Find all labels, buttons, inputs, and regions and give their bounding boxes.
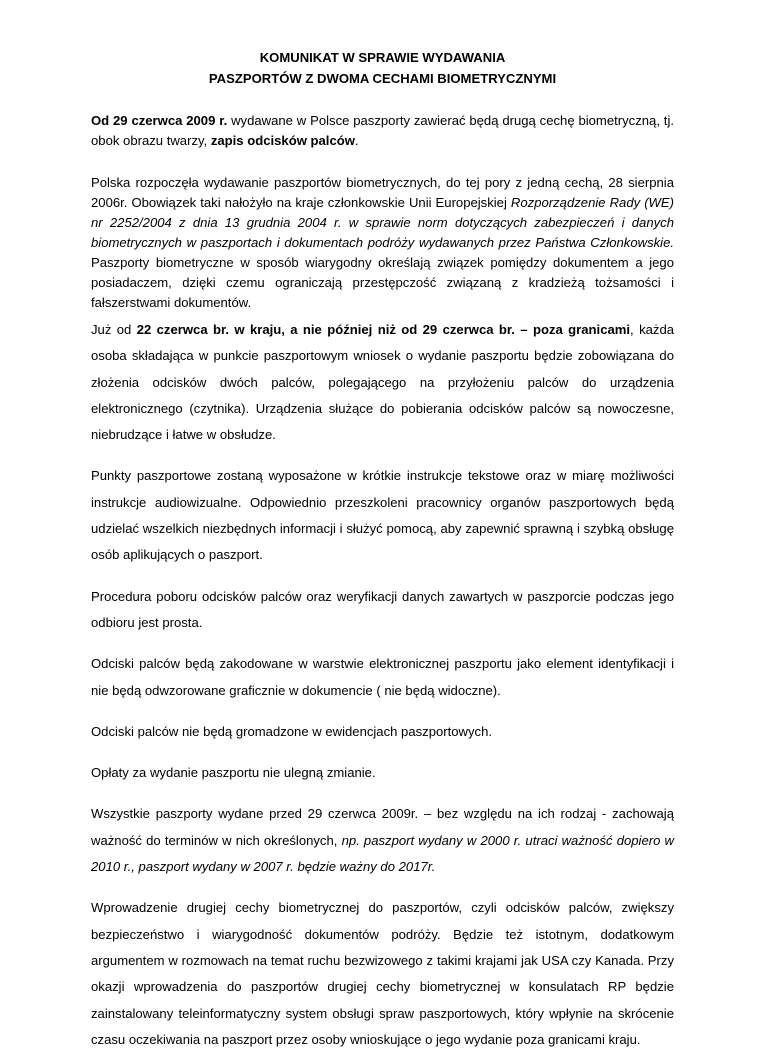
p3-text-2: , każda osoba składająca w punkcie paszportowym wniosek o wydanie paszportu będzie zobowiązana do złożenia odcisków dwóch palców, polegającego na przyłożeniu palców do urządzenia elektronicznego (czytnika). Urządzenia służące do pobierania odcisków palców są nowoczesne, niebrudzące i łatwe w obsłudze.: [91, 322, 675, 443]
p2-text-2: Paszporty biometryczne w sposób wiarygodny określają związek pomiędzy dokumentem a jego posiadaczem, dzięki czemu ograniczają przestępczość związaną z kradzieżą tożsamości i fałszerstwami dokumentów.: [91, 255, 674, 310]
title-line-2: PASZPORTÓW Z DWOMA CECHAMI BIOMETRYCZNYMI: [208, 71, 557, 86]
paragraph-9: [91, 801, 674, 880]
document-title: [91, 47, 674, 89]
p1-fingerprints: zapis odcisków palców: [210, 133, 355, 148]
paragraph-8: Opłaty za wydanie paszportu nie ulegną zmianie.: [91, 765, 376, 781]
p1-text: wydawane w Polsce paszporty zawierać będą drugą cechę biometryczną, tj. obok obrazu twarzy,: [91, 113, 674, 148]
paragraph-6: Odciski palców będą zakodowane w warstwie elektronicznej paszportu jako element identyfikacji i nie będą odwzorowane graficznie w dokumencie ( nie będą widoczne).: [91, 656, 674, 698]
p9-text: Wszystkie paszporty wydane przed 29 czerwca 2009r. – bez względu na ich rodzaj - zachowają ważność do terminów w nich określonych,: [91, 806, 674, 848]
paragraph-4: Punkty paszportowe zostaną wyposażone w krótkie instrukcje tekstowe oraz w miarę możliwości instrukcje audiowizualne. Odpowiednio przeszkoleni pracownicy organów paszportowych będą udzielać wszelkich niezbędnych informacji i służyć pomocą, aby zapewnić sprawną i szybką obsługę osób aplikujących o paszport.: [91, 468, 674, 563]
title-line-1: KOMUNIKAT W SPRAWIE WYDAWANIA: [259, 50, 506, 65]
p3-dates: 22 czerwca br. w kraju, a nie później niż od 29 czerwca br. – poza granicami: [136, 322, 631, 337]
p9-example: np. paszport wydany w 2000 r. utraci ważność dopiero w 2010 r., paszport wydany w 2007 r. będzie ważny do 2017r.: [91, 832, 674, 875]
p1-date: Od 29 czerwca 2009 r.: [91, 113, 228, 128]
paragraph-10: Wprowadzenie drugiej cechy biometrycznej do paszportów, czyli odcisków palców, zwiększy bezpieczeństwo i wiarygodność dokumentów podróży. Będzie też istotnym, dodatkowym argumentem w rozmowach na temat ruchu bezwizowego z takimi krajami jak USA czy Kanada. Przy okazji wprowadzenia do paszportów drugiej cechy biometrycznej w konsulatach RP będzie zainstalowany teleinformatyczny system obsługi spraw paszportowych, który wpłynie na skrócenie czasu oczekiwania na paszport przez osoby wnioskujące o jego wydanie poza granicami kraju.: [91, 900, 674, 1047]
paragraph-7: Odciski palców nie będą gromadzone w ewidencjach paszportowych.: [91, 723, 493, 739]
paragraph-2: [91, 173, 674, 313]
p1-end: .: [354, 133, 359, 148]
paragraph-5: Procedura poboru odcisków palców oraz weryfikacji danych zawartych w paszporcie podczas jego odbioru jest prosta.: [91, 588, 674, 630]
p2-regulation: Rozporządzenie Rady (WE) nr 2252/2004 z dnia 13 grudnia 2004 r. w sprawie norm dotyczących zabezpieczeń i danych biometrycznych w paszportach i dokumentach podróży wydawanych przez Państwa Członkowskie.: [91, 195, 675, 250]
paragraph-1: [91, 111, 674, 151]
p2-text-1: Polska rozpoczęła wydawanie paszportów biometrycznych, do tej pory z jedną cechą, 28 sierpnia 2006r. Obowiązek taki nałożyło na kraje członkowskie Unii Europejskiej: [91, 175, 674, 210]
p3-text-1: Już od: [91, 322, 137, 337]
paragraph-3: [91, 317, 674, 448]
